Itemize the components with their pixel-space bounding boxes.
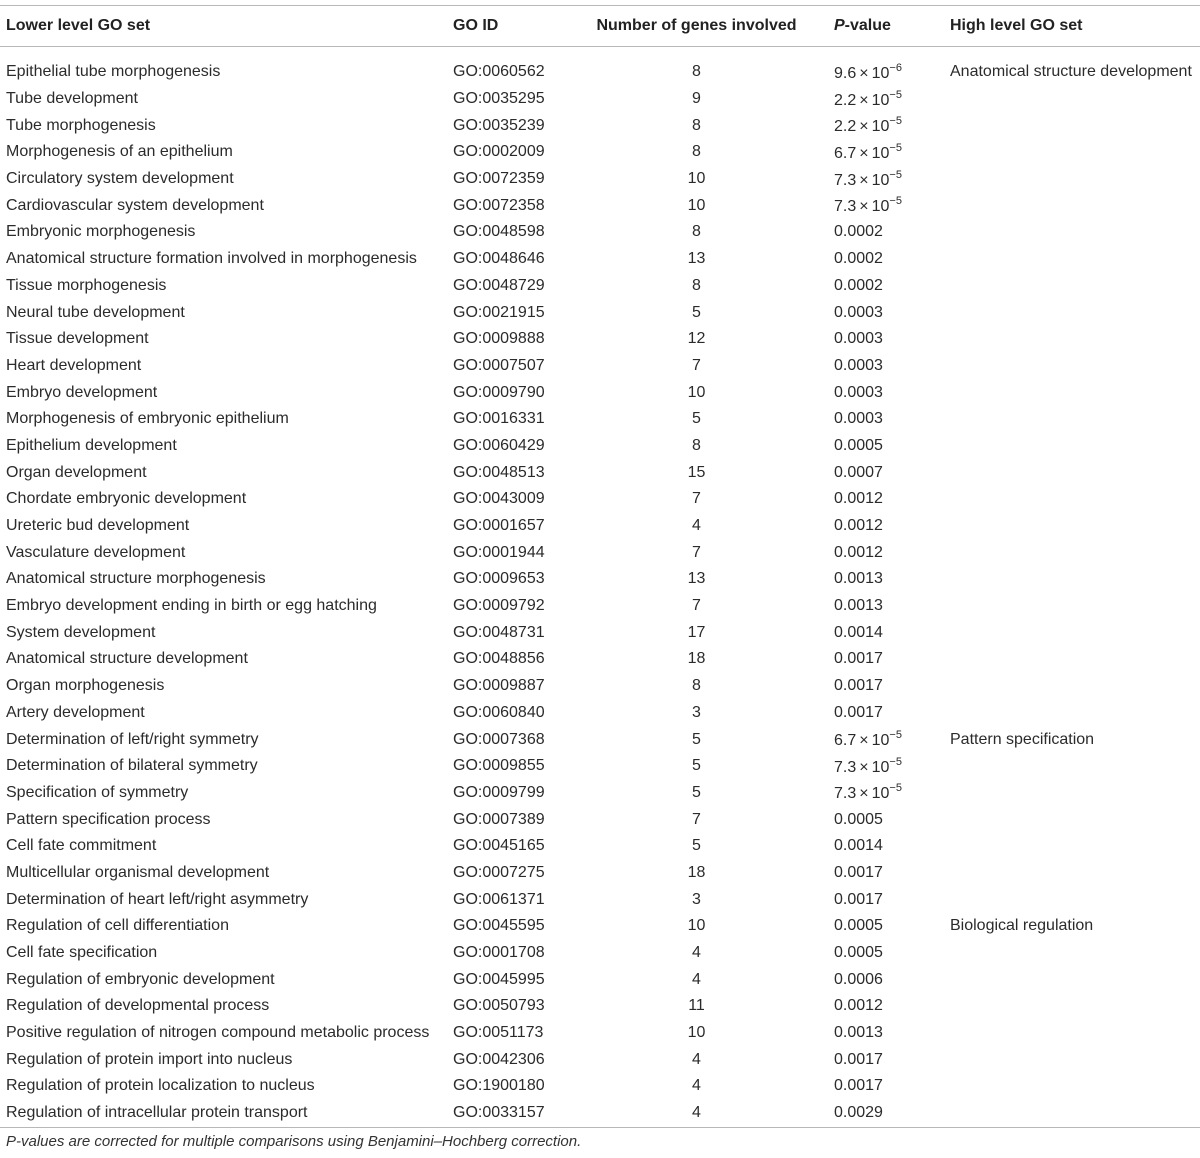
cell-high-level-go-set	[944, 86, 1200, 113]
cell-p-value: 0.0003	[834, 330, 883, 348]
cell-number-of-genes: 4	[692, 970, 701, 988]
cell-lower-level-go-set: Anatomical structure development	[6, 650, 248, 668]
cell-p-value: 0.0005	[834, 436, 883, 454]
cell-high-level-go-set	[944, 1100, 1200, 1127]
cell-p-value: 0.0003	[834, 356, 883, 374]
cell-number-of-genes: 4	[692, 944, 701, 962]
cell-lower-level-go-set: Regulation of developmental process	[6, 997, 270, 1015]
cell-p-value: 0.0012	[834, 490, 883, 508]
cell-number-of-genes: 13	[687, 570, 706, 588]
cell-high-level-go-set	[944, 940, 1200, 967]
cell-number-of-genes: 7	[692, 810, 701, 828]
cell-p-value: 0.0029	[826, 1100, 944, 1127]
times-symbol: ×	[859, 64, 869, 82]
p-value-mantissa: 7.3	[834, 785, 857, 803]
p-value-exponent: −5	[889, 141, 902, 154]
header-p-value-rest: -value	[844, 17, 891, 34]
p-value-exponent: −5	[889, 88, 902, 101]
table-row	[0, 1020, 1200, 1047]
header-lower-level-go-set: Lower level GO set	[0, 6, 447, 47]
cell-go-id: GO:0060429	[453, 436, 545, 454]
cell-lower-level-go-set: Organ morphogenesis	[6, 677, 165, 695]
table-row	[0, 246, 1200, 273]
cell-number-of-genes: 8	[692, 276, 701, 294]
cell-go-id: GO:0061371	[453, 890, 545, 908]
cell-go-id: GO:0021915	[453, 303, 545, 321]
p-value-mantissa: 6.7	[834, 144, 857, 162]
cell-high-level-go-set	[944, 166, 1200, 193]
cell-p-value	[826, 166, 944, 193]
table-row	[0, 192, 1200, 219]
table-row	[0, 112, 1200, 139]
cell-p-value	[826, 780, 944, 807]
table-row	[0, 486, 1200, 513]
header-spacer	[0, 47, 1200, 60]
cell-lower-level-go-set: Anatomical structure formation involved in morphogenesis	[6, 250, 417, 268]
p-value-exponent: −6	[889, 61, 902, 74]
cell-number-of-genes: 13	[687, 250, 706, 268]
cell-high-level-go-set	[944, 326, 1200, 353]
header-go-id: GO ID	[447, 6, 567, 47]
cell-high-level-go-set	[944, 353, 1200, 380]
cell-number-of-genes: 10	[687, 917, 706, 935]
cell-go-id: GO:0009888	[453, 330, 545, 348]
cell-high-level-go-set	[944, 1020, 1200, 1047]
cell-p-value: 0.0002	[834, 250, 883, 268]
cell-p-value	[826, 112, 944, 139]
cell-p-value: 0.0017	[834, 703, 883, 721]
cell-go-id: GO:0072359	[453, 170, 545, 188]
table-row	[0, 353, 1200, 380]
table-row	[0, 966, 1200, 993]
header-row	[0, 6, 1200, 47]
cell-high-level-go-set	[944, 566, 1200, 593]
cell-high-level-go-set	[944, 780, 1200, 807]
cell-lower-level-go-set: Regulation of cell differentiation	[6, 917, 229, 935]
p-value-mantissa: 7.3	[834, 758, 857, 776]
table-row	[0, 780, 1200, 807]
cell-p-value	[826, 726, 944, 753]
cell-high-level-go-set	[944, 486, 1200, 513]
table-row	[0, 166, 1200, 193]
times-symbol: ×	[859, 785, 869, 803]
table-row	[0, 833, 1200, 860]
cell-lower-level-go-set: Regulation of protein localization to nucleus	[6, 1077, 315, 1095]
cell-p-value: 0.0005	[834, 810, 883, 828]
cell-high-level-go-set	[944, 299, 1200, 326]
cell-high-level-go-set	[944, 833, 1200, 860]
cell-lower-level-go-set: Determination of left/right symmetry	[6, 730, 259, 748]
cell-number-of-genes: 4	[567, 1100, 826, 1127]
cell-go-id: GO:0043009	[453, 490, 545, 508]
cell-lower-level-go-set: Regulation of protein import into nucleus	[6, 1050, 293, 1068]
cell-go-id: GO:0001657	[453, 517, 545, 535]
table-row	[0, 566, 1200, 593]
table-footnote: P-values are corrected for multiple comparisons using Benjamini–Hochberg correction.	[6, 1133, 582, 1150]
cell-number-of-genes: 7	[692, 490, 701, 508]
cell-go-id: GO:0007507	[453, 356, 545, 374]
cell-p-value: 0.0005	[834, 917, 883, 935]
cell-high-level-go-set: Anatomical structure development	[950, 63, 1192, 81]
cell-p-value: 0.0013	[834, 597, 883, 615]
cell-lower-level-go-set: Tissue morphogenesis	[6, 276, 167, 294]
cell-go-id: GO:0048856	[453, 650, 545, 668]
cell-number-of-genes: 10	[687, 170, 706, 188]
p-value-base-ten: 10	[871, 198, 890, 216]
table-row	[0, 753, 1200, 780]
cell-high-level-go-set	[944, 139, 1200, 166]
cell-number-of-genes: 4	[692, 517, 701, 535]
cell-high-level-go-set	[944, 379, 1200, 406]
p-value-base-ten: 10	[871, 91, 890, 109]
cell-lower-level-go-set: Regulation of intracellular protein transport	[0, 1100, 447, 1127]
cell-number-of-genes: 18	[687, 650, 706, 668]
cell-lower-level-go-set: Positive regulation of nitrogen compound metabolic process	[6, 1024, 430, 1042]
table-row	[0, 273, 1200, 300]
cell-lower-level-go-set: Specification of symmetry	[6, 783, 189, 801]
cell-p-value: 0.0003	[834, 410, 883, 428]
cell-lower-level-go-set: Multicellular organismal development	[6, 863, 270, 881]
cell-lower-level-go-set: Pattern specification process	[6, 810, 211, 828]
cell-p-value: 0.0012	[834, 517, 883, 535]
table-row	[0, 539, 1200, 566]
cell-number-of-genes: 7	[692, 356, 701, 374]
cell-high-level-go-set	[944, 246, 1200, 273]
cell-go-id: GO:0042306	[453, 1050, 545, 1068]
cell-lower-level-go-set: Embryo development ending in birth or egg hatching	[6, 597, 377, 615]
table-row	[0, 139, 1200, 166]
table-row	[0, 299, 1200, 326]
cell-lower-level-go-set: Morphogenesis of an epithelium	[6, 143, 233, 161]
times-symbol: ×	[859, 758, 869, 776]
table-row	[0, 406, 1200, 433]
cell-number-of-genes: 10	[687, 383, 706, 401]
cell-lower-level-go-set: Artery development	[6, 703, 145, 721]
cell-p-value	[826, 59, 944, 86]
cell-p-value: 0.0017	[834, 1077, 883, 1095]
cell-high-level-go-set	[944, 700, 1200, 727]
cell-high-level-go-set	[944, 646, 1200, 673]
cell-high-level-go-set	[944, 1046, 1200, 1073]
header-p-value-italic: P	[834, 17, 845, 34]
cell-lower-level-go-set: Tube development	[6, 90, 138, 108]
cell-number-of-genes: 12	[687, 330, 706, 348]
cell-p-value: 0.0002	[834, 276, 883, 294]
cell-go-id: GO:0045595	[453, 917, 545, 935]
cell-p-value: 0.0013	[834, 1024, 883, 1042]
p-value-mantissa: 2.2	[834, 118, 857, 136]
times-symbol: ×	[859, 118, 869, 136]
table-row	[0, 646, 1200, 673]
cell-lower-level-go-set: Heart development	[6, 356, 142, 374]
cell-lower-level-go-set: Morphogenesis of embryonic epithelium	[6, 410, 289, 428]
cell-lower-level-go-set: System development	[6, 623, 156, 641]
cell-p-value: 0.0007	[834, 463, 883, 481]
p-value-base-ten: 10	[871, 64, 890, 82]
cell-go-id: GO:0007368	[453, 730, 545, 748]
cell-lower-level-go-set: Circulatory system development	[6, 170, 234, 188]
p-value-base-ten: 10	[871, 732, 890, 750]
p-value-mantissa: 2.2	[834, 91, 857, 109]
cell-p-value	[826, 139, 944, 166]
cell-number-of-genes: 9	[692, 90, 701, 108]
cell-lower-level-go-set: Embryo development	[6, 383, 158, 401]
table-row	[0, 219, 1200, 246]
table-row	[0, 913, 1200, 940]
cell-go-id: GO:0001708	[453, 944, 545, 962]
cell-number-of-genes: 10	[687, 1024, 706, 1042]
cell-number-of-genes: 5	[692, 837, 701, 855]
p-value-base-ten: 10	[871, 171, 890, 189]
table-row	[0, 619, 1200, 646]
p-value-base-ten: 10	[871, 785, 890, 803]
table-row	[0, 86, 1200, 113]
cell-number-of-genes: 5	[692, 410, 701, 428]
cell-number-of-genes: 18	[687, 863, 706, 881]
cell-p-value: 0.0013	[834, 570, 883, 588]
table-row	[0, 1100, 1200, 1127]
cell-lower-level-go-set: Epithelial tube morphogenesis	[6, 63, 221, 81]
cell-lower-level-go-set: Epithelium development	[6, 436, 177, 454]
cell-high-level-go-set	[944, 513, 1200, 540]
table-row	[0, 326, 1200, 353]
cell-high-level-go-set: Biological regulation	[950, 917, 1094, 935]
table-row	[0, 726, 1200, 753]
p-value-exponent: −5	[889, 195, 902, 208]
table-row	[0, 459, 1200, 486]
p-value-base-ten: 10	[871, 758, 890, 776]
cell-number-of-genes: 5	[692, 783, 701, 801]
p-value-exponent: −5	[889, 729, 902, 742]
times-symbol: ×	[859, 198, 869, 216]
cell-number-of-genes: 4	[692, 1050, 701, 1068]
cell-number-of-genes: 17	[687, 623, 706, 641]
table-header	[0, 6, 1200, 60]
cell-high-level-go-set	[944, 593, 1200, 620]
cell-lower-level-go-set: Vasculature development	[6, 543, 186, 561]
cell-lower-level-go-set: Neural tube development	[6, 303, 185, 321]
cell-lower-level-go-set: Tissue development	[6, 330, 149, 348]
cell-high-level-go-set	[944, 219, 1200, 246]
cell-lower-level-go-set: Anatomical structure morphogenesis	[6, 570, 266, 588]
cell-p-value: 0.0014	[834, 837, 883, 855]
cell-p-value: 0.0012	[834, 543, 883, 561]
cell-lower-level-go-set: Ureteric bud development	[6, 517, 190, 535]
cell-lower-level-go-set: Embryonic morphogenesis	[6, 223, 196, 241]
cell-go-id: GO:0009792	[453, 597, 545, 615]
table-row	[0, 940, 1200, 967]
table-row	[0, 59, 1200, 86]
cell-go-id: GO:0007389	[453, 810, 545, 828]
cell-high-level-go-set	[944, 806, 1200, 833]
cell-go-id: GO:0033157	[447, 1100, 567, 1127]
times-symbol: ×	[859, 144, 869, 162]
p-value-base-ten: 10	[871, 118, 890, 136]
cell-high-level-go-set	[944, 192, 1200, 219]
cell-high-level-go-set	[944, 273, 1200, 300]
header-p-value	[826, 6, 944, 47]
cell-p-value	[826, 86, 944, 113]
cell-go-id: GO:0035239	[453, 116, 545, 134]
cell-go-id: GO:0002009	[453, 143, 545, 161]
p-value-mantissa: 9.6	[834, 64, 857, 82]
cell-high-level-go-set	[944, 1073, 1200, 1100]
cell-high-level-go-set	[944, 539, 1200, 566]
table-row	[0, 593, 1200, 620]
cell-number-of-genes: 7	[692, 597, 701, 615]
cell-p-value: 0.0006	[834, 970, 883, 988]
cell-go-id: GO:0009653	[453, 570, 545, 588]
cell-high-level-go-set	[944, 860, 1200, 887]
p-value-exponent: −5	[889, 168, 902, 181]
cell-number-of-genes: 3	[692, 890, 701, 908]
cell-lower-level-go-set: Determination of bilateral symmetry	[6, 757, 258, 775]
times-symbol: ×	[859, 91, 869, 109]
p-value-base-ten: 10	[871, 144, 890, 162]
cell-high-level-go-set	[944, 459, 1200, 486]
p-value-mantissa: 7.3	[834, 198, 857, 216]
table-body	[0, 59, 1200, 1127]
cell-go-id: GO:0048731	[453, 623, 545, 641]
cell-number-of-genes: 5	[692, 730, 701, 748]
cell-high-level-go-set	[944, 753, 1200, 780]
table-row	[0, 806, 1200, 833]
p-value-exponent: −5	[889, 755, 902, 768]
cell-go-id: GO:0045995	[453, 970, 545, 988]
table-row	[0, 860, 1200, 887]
cell-p-value: 0.0014	[834, 623, 883, 641]
cell-high-level-go-set	[944, 406, 1200, 433]
cell-go-id: GO:0009790	[453, 383, 545, 401]
cell-number-of-genes: 8	[692, 116, 701, 134]
table-row	[0, 1073, 1200, 1100]
cell-go-id: GO:0048598	[453, 223, 545, 241]
cell-go-id: GO:0001944	[453, 543, 545, 561]
cell-number-of-genes: 11	[688, 997, 705, 1015]
p-value-exponent: −5	[889, 782, 902, 795]
cell-go-id: GO:0045165	[453, 837, 545, 855]
cell-high-level-go-set	[944, 673, 1200, 700]
cell-lower-level-go-set: Chordate embryonic development	[6, 490, 247, 508]
table-row	[0, 673, 1200, 700]
cell-p-value	[826, 753, 944, 780]
cell-high-level-go-set	[944, 433, 1200, 460]
cell-go-id: GO:0048513	[453, 463, 545, 481]
table-row	[0, 513, 1200, 540]
cell-p-value: 0.0012	[834, 997, 883, 1015]
cell-p-value: 0.0017	[834, 890, 883, 908]
table-row	[0, 886, 1200, 913]
cell-go-id: GO:0009855	[453, 757, 545, 775]
cell-number-of-genes: 8	[692, 63, 701, 81]
cell-lower-level-go-set: Organ development	[6, 463, 147, 481]
cell-high-level-go-set	[944, 112, 1200, 139]
cell-p-value: 0.0003	[834, 383, 883, 401]
cell-number-of-genes: 8	[692, 223, 701, 241]
cell-high-level-go-set	[944, 886, 1200, 913]
cell-p-value: 0.0017	[834, 863, 883, 881]
cell-go-id: GO:0051173	[453, 1024, 544, 1042]
cell-high-level-go-set: Pattern specification	[950, 730, 1095, 748]
cell-p-value	[826, 192, 944, 219]
cell-p-value: 0.0002	[834, 223, 883, 241]
cell-number-of-genes: 7	[692, 543, 701, 561]
table-row	[0, 700, 1200, 727]
cell-go-id: GO:0060840	[453, 703, 545, 721]
cell-p-value: 0.0017	[834, 1050, 883, 1068]
cell-lower-level-go-set: Regulation of embryonic development	[6, 970, 275, 988]
cell-go-id: GO:0009799	[453, 783, 545, 801]
cell-go-id: GO:0072358	[453, 196, 545, 214]
cell-number-of-genes: 10	[687, 196, 706, 214]
cell-p-value: 0.0017	[834, 650, 883, 668]
cell-high-level-go-set	[944, 993, 1200, 1020]
header-high-level-go-set: High level GO set	[944, 6, 1200, 47]
cell-lower-level-go-set: Cell fate specification	[6, 944, 158, 962]
p-value-mantissa: 7.3	[834, 171, 857, 189]
cell-high-level-go-set	[944, 966, 1200, 993]
cell-lower-level-go-set: Cardiovascular system development	[6, 196, 264, 214]
cell-lower-level-go-set: Determination of heart left/right asymmetry	[6, 890, 309, 908]
cell-go-id: GO:0016331	[453, 410, 545, 428]
cell-p-value: 0.0003	[834, 303, 883, 321]
p-value-mantissa: 6.7	[834, 732, 857, 750]
cell-go-id: GO:0009887	[453, 677, 545, 695]
cell-number-of-genes: 8	[692, 436, 701, 454]
cell-p-value: 0.0005	[834, 944, 883, 962]
cell-go-id: GO:0048729	[453, 276, 545, 294]
p-value-exponent: −5	[889, 115, 902, 128]
cell-go-id: GO:0050793	[453, 997, 545, 1015]
table-row	[0, 993, 1200, 1020]
cell-go-id: GO:0035295	[453, 90, 545, 108]
cell-p-value: 0.0017	[834, 677, 883, 695]
go-enrichment-table	[0, 5, 1200, 1128]
times-symbol: ×	[859, 732, 869, 750]
cell-lower-level-go-set: Tube morphogenesis	[6, 116, 156, 134]
table-row	[0, 433, 1200, 460]
cell-number-of-genes: 8	[692, 677, 701, 695]
table-row	[0, 379, 1200, 406]
table-row	[0, 1046, 1200, 1073]
cell-number-of-genes: 15	[687, 463, 706, 481]
cell-number-of-genes: 4	[692, 1077, 701, 1095]
cell-go-id: GO:0048646	[453, 250, 545, 268]
cell-high-level-go-set	[944, 619, 1200, 646]
cell-go-id: GO:1900180	[453, 1077, 545, 1095]
cell-number-of-genes: 8	[692, 143, 701, 161]
cell-go-id: GO:0060562	[453, 63, 545, 81]
cell-number-of-genes: 5	[692, 757, 701, 775]
cell-number-of-genes: 5	[692, 303, 701, 321]
cell-number-of-genes: 3	[692, 703, 701, 721]
cell-lower-level-go-set: Cell fate commitment	[6, 837, 157, 855]
cell-go-id: GO:0007275	[453, 863, 545, 881]
times-symbol: ×	[859, 171, 869, 189]
header-number-of-genes: Number of genes involved	[567, 6, 826, 47]
